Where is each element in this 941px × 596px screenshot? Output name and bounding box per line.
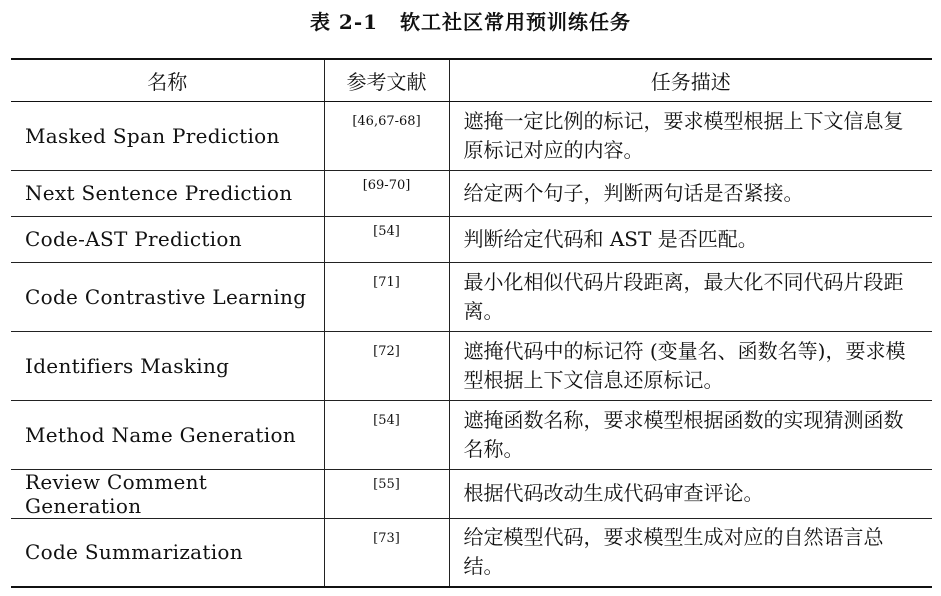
task-description: 最小化相似代码片段距离，最大化不同代码片段距离。 <box>449 262 932 331</box>
task-description: 遮掩函数名称，要求模型根据函数的实现猜测函数名称。 <box>449 400 932 469</box>
task-name: Method Name Generation <box>11 400 324 469</box>
table-row <box>11 469 932 518</box>
task-name: Code Contrastive Learning <box>11 262 324 331</box>
task-refs: [46,67-68] <box>324 101 449 170</box>
task-refs: [72] <box>324 331 449 400</box>
task-refs: [55] <box>324 469 449 518</box>
table-row <box>11 101 932 170</box>
task-name: Identifiers Masking <box>11 331 324 400</box>
table-row <box>11 331 932 400</box>
task-name: Review Comment Generation <box>11 469 324 518</box>
task-refs: [71] <box>324 262 449 331</box>
header-description: 任务描述 <box>449 59 932 101</box>
header-row <box>11 59 932 101</box>
table-row <box>11 400 932 469</box>
task-refs: [69-70] <box>324 170 449 216</box>
task-name: Code-AST Prediction <box>11 216 324 262</box>
task-description: 遮掩代码中的标记符 (变量名、函数名等)，要求模型根据上下文信息还原标记。 <box>449 331 932 400</box>
task-name: Code Summarization <box>11 518 324 587</box>
table-row <box>11 518 932 587</box>
task-refs: [73] <box>324 518 449 587</box>
table-caption <box>0 6 941 35</box>
task-description: 判断给定代码和 AST 是否匹配。 <box>449 216 932 262</box>
task-description: 根据代码改动生成代码审查评论。 <box>449 469 932 518</box>
header-references: 参考文献 <box>324 59 449 101</box>
table-row <box>11 170 932 216</box>
task-description: 遮掩一定比例的标记，要求模型根据上下文信息复原标记对应的内容。 <box>449 101 932 170</box>
table-row <box>11 216 932 262</box>
task-name: Masked Span Prediction <box>11 101 324 170</box>
task-refs: [54] <box>324 216 449 262</box>
header-name: 名称 <box>11 59 324 101</box>
task-refs: [54] <box>324 400 449 469</box>
task-description: 给定两个句子，判断两句话是否紧接。 <box>449 170 932 216</box>
task-name: Next Sentence Prediction <box>11 170 324 216</box>
pretraining-tasks-table <box>11 58 932 588</box>
table-number: 表 2-1 <box>309 10 379 34</box>
table-title: 软工社区常用预训练任务 <box>400 10 632 34</box>
table-row <box>11 262 932 331</box>
task-description: 给定模型代码，要求模型生成对应的自然语言总结。 <box>449 518 932 587</box>
